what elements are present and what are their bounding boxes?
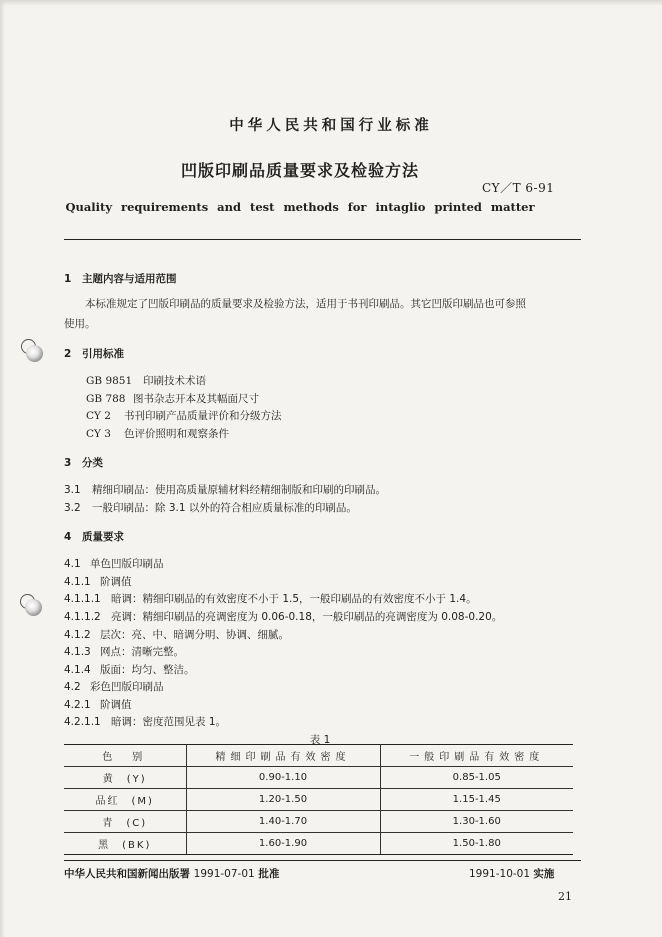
reference-title: 图书杂志开本及其幅面尺寸 xyxy=(133,393,259,405)
clause-4-1-4 xyxy=(64,662,195,677)
clause-number: 4.2.1 xyxy=(64,699,91,711)
section-4-number: 4 xyxy=(64,531,72,543)
binder-hole-icon xyxy=(25,599,42,616)
section-1-paragraph-line-2: 使用。 xyxy=(64,318,96,330)
section-2-title: 引用标准 xyxy=(82,348,124,360)
reference-item xyxy=(86,426,229,441)
document-title-zh: 凹版印刷品质量要求及检验方法 xyxy=(180,161,419,180)
scan-shadow-left xyxy=(0,0,5,937)
table-cell-fine: 0.90-1.10 xyxy=(186,767,380,789)
header-divider xyxy=(64,239,581,240)
reference-item xyxy=(86,373,206,388)
clause-text: 精细印刷品：使用高质量原辅材料经精细制版和印刷的印刷品。 xyxy=(92,484,386,496)
clause-3-1 xyxy=(64,482,386,497)
clause-text: 暗调：精细印刷品的有效密度不小于 1.5，一般印刷品的有效密度不小于 1.4。 xyxy=(111,593,477,605)
section-3-title: 分类 xyxy=(82,457,103,469)
clause-4-2 xyxy=(64,679,164,694)
clause-4-1 xyxy=(64,556,164,571)
implementation-line xyxy=(469,866,554,881)
clause-text: 彩色凹版印刷品 xyxy=(90,681,164,693)
clause-number: 4.1.1.2 xyxy=(64,611,101,623)
table-row xyxy=(64,833,573,855)
clause-text: 网点：清晰完整。 xyxy=(100,646,184,658)
section-1-title: 主题内容与适用范围 xyxy=(82,273,177,285)
table-cell-fine: 1.20-1.50 xyxy=(186,789,380,811)
table-cell-color: 黄 (Y) xyxy=(64,767,186,789)
clause-4-1-3 xyxy=(64,644,184,659)
clause-text: 版面：均匀、整洁。 xyxy=(100,664,195,676)
clause-text: 阶调值 xyxy=(100,699,132,711)
implementation-date: 1991-10-01 xyxy=(469,868,531,880)
section-2-heading xyxy=(64,346,124,361)
clause-4-2-1-1 xyxy=(64,714,226,729)
clause-4-1-1-1 xyxy=(64,591,477,606)
table-cell-general: 1.15-1.45 xyxy=(380,789,573,811)
table-row xyxy=(64,811,573,833)
clause-text: 亮调：精细印刷品的亮调密度为 0.06-0.18，一般印刷品的亮调密度为 0.08-0.20。 xyxy=(111,611,503,623)
table-cell-general: 1.50-1.80 xyxy=(380,833,573,855)
reference-code: CY 2 xyxy=(86,410,111,422)
reference-code: GB 788 xyxy=(86,393,126,405)
document-title-en: Quality requirements and test methods for intaglio printed matter xyxy=(65,200,535,214)
issuer: 中华人民共和国新闻出版署 xyxy=(64,868,190,880)
issue-label: 批准 xyxy=(258,868,280,880)
footer-divider xyxy=(64,860,581,861)
column-header-color: 色 别 xyxy=(64,745,186,767)
table-cell-color: 品红 (M) xyxy=(64,789,186,811)
clause-number: 3.1 xyxy=(64,484,81,496)
table-cell-general: 1.30-1.60 xyxy=(380,811,573,833)
clause-text: 阶调值 xyxy=(100,576,132,588)
table-header-row xyxy=(64,745,573,767)
clause-text: 层次：亮、中、暗调分明、协调、细腻。 xyxy=(100,629,289,641)
section-3-number: 3 xyxy=(64,457,72,469)
clause-text: 一般印刷品：除 3.1 以外的符合相应质量标准的印刷品。 xyxy=(92,502,357,514)
binder-hole-icon xyxy=(26,345,43,362)
clause-4-1-1 xyxy=(64,574,132,589)
reference-title: 书刊印刷产品质量评价和分级方法 xyxy=(124,410,282,422)
table-cell-fine: 1.60-1.90 xyxy=(186,833,380,855)
section-4-title: 质量要求 xyxy=(82,531,124,543)
issue-date: 1991-07-01 xyxy=(193,868,255,880)
reference-code: GB 9851 xyxy=(86,375,133,387)
table-caption: 表 1 xyxy=(309,734,331,746)
clause-number: 4.1.1.1 xyxy=(64,593,101,605)
table-cell-color: 青 (C) xyxy=(64,811,186,833)
column-header-fine: 精细印刷品有效密度 xyxy=(186,745,380,767)
clause-3-2 xyxy=(64,500,357,515)
clause-4-2-1 xyxy=(64,697,132,712)
standard-type-heading: 中华人民共和国行业标准 xyxy=(229,118,433,134)
table-row xyxy=(64,789,573,811)
table-cell-general: 0.85-1.05 xyxy=(380,767,573,789)
table-cell-color: 黑 (BK) xyxy=(64,833,186,855)
implementation-label: 实施 xyxy=(533,868,555,880)
clause-number: 4.1 xyxy=(64,558,81,570)
clause-number: 4.1.1 xyxy=(64,576,91,588)
clause-text: 暗调：密度范围见表 1。 xyxy=(111,716,227,728)
column-header-general: 一般印刷品有效密度 xyxy=(380,745,573,767)
table-cell-fine: 1.40-1.70 xyxy=(186,811,380,833)
clause-text: 单色凹版印刷品 xyxy=(90,558,164,570)
reference-item xyxy=(86,391,259,406)
reference-title: 印刷技术术语 xyxy=(143,375,206,387)
section-1-paragraph-line-1: 本标准规定了凹版印刷品的质量要求及检验方法，适用于书刊印刷品。其它凹版印刷品也可参照 xyxy=(85,298,526,310)
section-2-number: 2 xyxy=(64,348,72,360)
section-1-heading xyxy=(64,271,177,286)
density-table xyxy=(64,744,573,855)
reference-code: CY 3 xyxy=(86,428,111,440)
table-row xyxy=(64,767,573,789)
approval-line xyxy=(64,866,279,881)
reference-title: 色评价照明和观察条件 xyxy=(124,428,229,440)
clause-number: 4.1.3 xyxy=(64,646,91,658)
scan-shadow-top xyxy=(0,0,662,6)
clause-number: 4.1.2 xyxy=(64,629,91,641)
clause-number: 3.2 xyxy=(64,502,81,514)
clause-number: 4.2 xyxy=(64,681,81,693)
section-1-number: 1 xyxy=(64,273,72,285)
section-3-heading xyxy=(64,455,103,470)
clause-4-1-2 xyxy=(64,627,289,642)
clause-4-1-1-2 xyxy=(64,609,502,624)
standard-number: CY／T 6-91 xyxy=(482,181,555,195)
clause-number: 4.2.1.1 xyxy=(64,716,101,728)
page-number: 21 xyxy=(558,890,572,903)
reference-item xyxy=(86,408,282,423)
clause-number: 4.1.4 xyxy=(64,664,91,676)
section-4-heading xyxy=(64,529,124,544)
